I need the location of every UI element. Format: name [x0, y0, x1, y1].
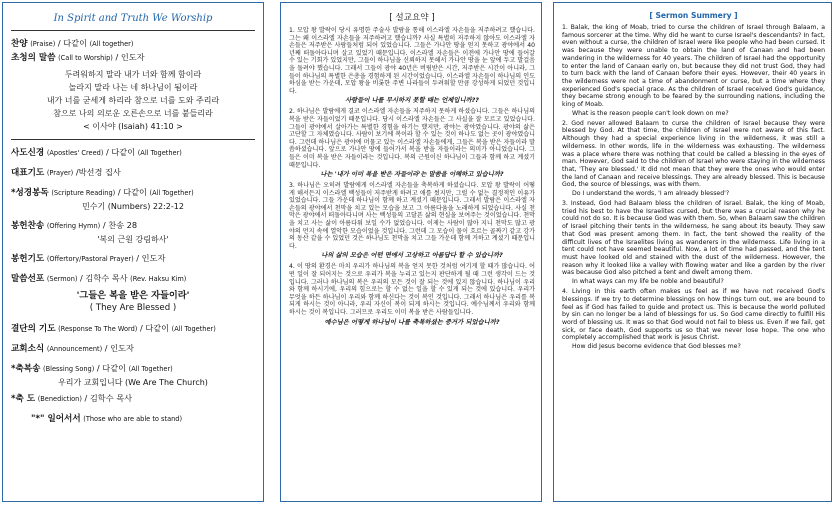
item-praise: 찬양 (Praise) / 다같이 (All together)	[11, 38, 134, 49]
korean-paragraph: 1. 모압 왕 발락이 당시 유명한 주술사 발람을 통해 이스라엘 자손들을 저주하려고 했습니다. 그는 왜 이스라엘 자손들을 저주하려고 했습니까? 사실 특별히 저주하지 않아도 이스라엘 자손들은 저주받은 사람들처럼 되어 있었습니다. 그들은 가나안 땅을 얻지 못하고 광야에서 40년째 떠돌아다니며 살고 있었기 때문입니다. 이스라엘 자손들은 이전에 가나안 땅에 들어갈 수 있는 기회가 있었지만, 그들이 하나님을 신뢰하지 못해서 가나안 땅을 눈 앞에 두고 발걸음을 돌려야 했습니다. 그래서 그들이 광야 40년은 버림받은 시간, 저주받은 시간이 아니라, 그들이 하나님의 특별한 은총을 경험하게 된 시간이었습니다. 이스라엘 자손들이 하나님의 인도하심을 받는 가운데, 모압 왕을 비롯한 주변 나라들이 두려워할 만큼 강성하게 되었던 것입니다.	[289, 27, 535, 95]
korean-summary-panel	[280, 2, 542, 502]
korean-paragraph: 2. 하나님은 발람에게 결코 이스라엘 자손들을 저주하지 못하게 하셨습니다. 그들은 하나님의 복을 받은 자들이었기 때문입니다. 당시 이스라엘 자손들은 그 사실을 잘 모르고 있었습니다. 그들이 광야에서 살아가는 특별한 경험을 하기는 했지만, 광야는 광야였습니다. 광야의 삶은 고단할 그 자체였습니다. 사람이 보기에 복이라 할 수 있는 것이 하나도 없는 곳이 광야였습니다. 그런데 하나님은 광야에 머물고 있는 이스라엘 자손들에게, 그들은 복을 받은 자들이라 말씀하셨습니다. 앞으로 가나안 땅에 들어가서 복을 받을 자들이라는 의미가 아니었습니다. 그들은 이미 복을 받은 자들이라는 것입니다. 복의 근원이신 하나님이 그들과 함께 하고 계셨기 때문입니다.	[289, 108, 535, 169]
item-offertory-prayer: 봉헌기도 (Offertory/Pastoral Prayer) / 인도자	[11, 253, 166, 264]
english-question: Do I understand the words, 'I am already blessed'?	[572, 190, 730, 198]
item-benediction: *축 도 (Benediction) / 김학수 목사	[11, 393, 133, 404]
call-line: 놀라지 말라 나는 네 하나님이 됨이라	[68, 83, 198, 92]
scripture-reference: 민수기 (Numbers) 22:2-12	[82, 202, 184, 211]
korean-paragraph: 3. 하나님은 오히려 발람에게 이스라엘 자손들을 축복하게 하셨습니다. 모압 왕 발락이 어떻게 해서든지 이스라엘 백성들이 저주받게 하려고 애를 썼지만, 그럴 수 없는 결정적인 이유가 있었습니다. 그들 가운데 하나님이 함께 하고 계셨기 때문입니다. 그래서 발람은 이스라엘 자손들의 광야에서 천막을 치고 있는 모습을 보고 그 아름다움을 노래하게 되었습니다. 사실 천막은 광야에서 떠돌아다니며 사는 백성들의 고달픈 삶의 현실을 보여주는 것이었습니다. 천막을 치고 사는 삶이 아름다워 보일 수가 없었습니다. 이제는 사람이 많아 지니 천막도 많고 광야의 먼지 속에 열악한 모습이었을 것입니다. 그런데 그 모습이 물이 흐르는 골짜기 같고 강가의 동산 같을 수 있었던 것은 하나님도 천막을 치고 그들 가운데 함께 거하고 계셨기 때문입니다.	[289, 182, 535, 250]
english-question: In what ways can my life be noble and beautiful?	[572, 278, 724, 286]
blessing-song-title: 우리가 교회입니다 (We Are The Church)	[58, 378, 208, 387]
english-paragraph: 2. God never allowed Balaam to curse the children of Israel because they were blessed by God. At that time, the children of Israel were not aware of this fact. Although they had a special experience living in the wilderness, it was still a wilderness. In other words, life in the wilderness was exhausting. The wilderness was a place where there was nothing that could be called a blessing in the eyes of man. However, God said to the children of Israel who were staying in the wilderness that, 'They are blessed.' It did not mean that they were the ones who would enter the land of Canaan and receive blessings. They are already blessed. This is because God, the source of blessings, was with them.	[562, 119, 825, 189]
korean-question: 나의 삶의 모습은 어떤 면에서 고상하고 아름답다 할 수 있습니까?	[321, 252, 503, 260]
item-announcement: 교회소식 (Announcement) / 인도자	[11, 343, 134, 354]
worship-title: In Spirit and Truth We Worship	[53, 13, 213, 24]
english-paragraph: 3. Instead, God had Balaam bless the children of Israel. Balak, the king of Moab, tried his best to have the Israelites cursed, but there was a crucial reason why he could not do so. It is because God was with them. So, when Balaam saw the children of Israel pitching their tents in the wilderness, he sang about its beauty. They saw that God was present among them. In fact, the tent showed the reality of the difficult lives of the Israelites living as wanderers in the wilderness. Life living in a tent could not have seemed beautiful. Now, a lot of time had passed, and the tent must have looked old and stained with the dust of the wilderness. However, the reason why it looked like a valley with flowing water and like a garden by the river was because God also pitched a tent and dwelt among them.	[562, 200, 825, 277]
english-paragraph: 4. Living in this earth often makes us feel as if we have not received God's blessings. If we try to determine blessings on how things turn out, we are bound to feel as if God has failed to guide and protect us. This is because the world polluted by sin can no longer be a land of blessings for us. So God came directly to fulfill His word of blessing us. It was so that God would not fail to bless us. Even if we fail, get sick, or face death, God supports us so that we never lose hope. The one who completely accomplished that work is Jesus Christ.	[562, 288, 825, 342]
call-line: 두려워하지 말라 내가 너와 함께 함이라	[64, 70, 202, 79]
item-blessing-song: *축복송 (Blessing Song) / 다같이 (All Together)	[11, 363, 173, 374]
item-scripture-reading: *성경봉독 (Scripture Reading) / 다같이 (All Together)	[11, 187, 194, 198]
english-summary-heading: [ Sermon Summery ]	[649, 11, 738, 20]
korean-paragraph: 4. 이 땅의 환경은 마치 우리가 하나님의 복을 얻지 못한 것처럼 여기게 할 때가 많습니다. 어떤 일이 잘 되어지는 것으로 우리가 복을 누리고 있는지 판단하게 될 때 그런 생각이 드는 것입니다. 그러나 하나님의 복은 우리의 모든 것이 잘 되는 것에 있지 않습니다. 하나님이 우리와 함께 하시기에, 우리의 힘으로는 할 수 없는 일을 할 수 있게 되는 것에 있습니다. 우리가 무엇을 하든 하나님이 우리와 함께 하신다는 것이 복인 것입니다. 그래서 하나님은 우리를 복되게 하시는 것이 아니라, 우리 자신이 복이 되게 하시는 것입니다. 예수님께서 우리와 함께 하시는 것이 복입니다. 그러므로 우리도 이미 복을 받은 사람들입니다.	[289, 263, 535, 316]
korean-question: 예수님은 어떻게 하나님이 나를 축복하셨는 증거가 되었습니까?	[324, 318, 500, 326]
divider	[11, 30, 255, 31]
korean-question: 사람들이 나를 무시하지 못할 때는 언제입니까??	[345, 97, 479, 105]
item-offering-hymn: 봉헌찬송 (Offering Hymn) / 찬송 28	[11, 220, 138, 231]
sermon-title-korean: '그들은 복을 받은 자들이라'	[76, 290, 190, 301]
item-response: 결단의 기도 (Response To The Word) / 다같이 (All Together)	[11, 323, 216, 334]
sermon-title-english: ( They Are Blessed )	[89, 303, 177, 313]
offering-hymn-title: '복의 근원 강림하사'	[97, 235, 169, 244]
item-call-to-worship: 초청의 말씀 (Call to Worship) / 인도자	[11, 52, 145, 63]
order-of-worship-panel	[2, 2, 264, 502]
korean-question: 나는 '내가 이미 복을 받은 자들이라'는 말씀을 이해하고 있습니까?	[320, 171, 504, 179]
item-prayer: 대표기도 (Prayer) /박선경 집사	[11, 167, 121, 178]
english-question: What is the reason people can't look down on me?	[572, 109, 729, 117]
korean-summary-heading: [ 설교요약 ]	[389, 13, 435, 23]
english-summary-panel	[553, 2, 832, 502]
item-apostles-creed: 사도신경 (Apostles' Creed) / 다같이 (All Together)	[11, 147, 182, 158]
english-question: How did Jesus become evidence that God blesses me?	[572, 343, 741, 351]
divider	[11, 139, 255, 140]
call-reference: < 이사야 (Isaiah) 41:10 >	[83, 122, 183, 131]
call-line: 내가 너를 굳세게 하리라 참으로 너를 도와 주리라	[46, 96, 220, 105]
english-paragraph: 1. Balak, the king of Moab, tried to curse the children of Israel through Balaam, a famous sorcerer at the time. Why did he want to curse Israel's descendants? In fact, even without a curse, the children of Israel were like people who had been cursed. It was because they were unable to obtain the land of Canaan and had been wandering in the wilderness for 40 years. The children of Israel had the opportunity to enter the land of Canaan early on, but because they did not trust God, they had to turn back with the land of Canaan before their eyes. However, their 40 years in the wilderness were not a time of abandonment or curse, but a time where they experienced God's special grace. As the children of Israel received God's guidance, they became strong enough to be feared by the surrounding nations, including the king of Moab.	[562, 24, 825, 109]
call-line: 참으로 나의 의로운 오른손으로 너를 붙들리라	[53, 109, 213, 118]
stand-note: "*" 일어서서 (Those who are able to stand)	[31, 414, 183, 424]
item-sermon: 말씀선포 (Sermon) / 김학수 목사 (Rev. Haksu Kim)	[11, 273, 187, 284]
